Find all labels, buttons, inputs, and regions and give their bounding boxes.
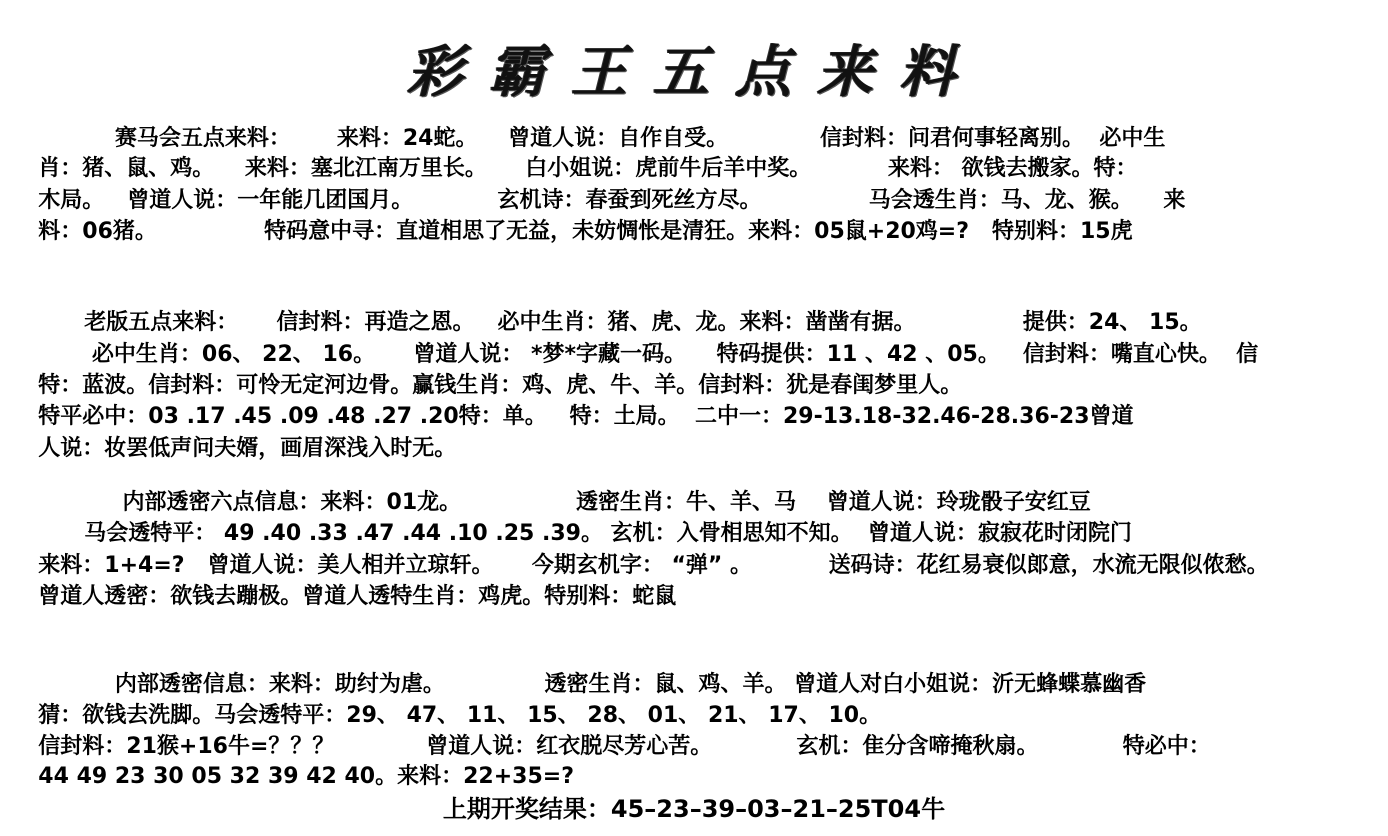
text-line: 内部透密信息：来料：助纣为虐。 透密生肖：鼠、鸡、羊。 曾道人对白小姐说：沂无蜂蝶慕幽香 — [0, 672, 1147, 697]
text-line: 曾道人透密：欲钱去蹦极。曾道人透特生肖：鸡虎。特别料：蛇鼠 — [0, 584, 677, 609]
text-line: 猜：欲钱去洗脚。马会透特平：29、 47、 11、 15、 28、 01、 21、 17、 10。 — [0, 703, 882, 728]
text-line: 肖：猪、鼠、鸡。 来料：塞北江南万里长。 白小姐说：虎前牛后羊中奖。 来料： 欲钱去搬家。特： — [0, 156, 1138, 181]
text-line: 赛马会五点来料： 来料：24蛇。 曾道人说：自作自受。 信封料：问君何事轻离别。 必中生 — [0, 126, 1166, 151]
text-line: 老版五点来料： 信封料：再造之恩。 必中生肖：猪、虎、龙。来料：凿凿有据。 提供：24、 15。 — [0, 310, 1202, 335]
text-line: 木局。 曾道人说：一年能几团国月。 玄机诗：春蚕到死丝方尽。 马会透生肖：马、龙、猴。 来 — [0, 188, 1186, 213]
previous-result: 上期开奖结果：45–23–39–03–21–25T04牛 — [442, 795, 946, 823]
text-line: 料：06猪。 特码意中寻：直道相思了无益，未妨惆怅是清狂。来料：05鼠+20鸡=? 特别料：15虎 — [0, 219, 1133, 244]
text-line: 信封料：21猴+16牛=？？？ 曾道人说：红衣脱尽芳心苦。 玄机：隹分含啼掩秋扇。 特必中： — [0, 734, 1211, 759]
text-line: 人说：妆罢低声问夫婿，画眉深浅入时无。 — [0, 436, 457, 461]
text-line: 马会透特平： 49 .40 .33 .47 .44 .10 .25 .39。 玄机：入骨相思知不知。 曾道人说：寂寂花时闭院门 — [0, 521, 1132, 546]
text-line: 特平必中：03 .17 .45 .09 .48 .27 .20特：单。 特：土局。 二中一：29-13.18-32.46-28.36-23曾道 — [0, 404, 1134, 429]
text-line: 必中生肖：06、 22、 16。 曾道人说： *梦*字藏一码。 特码提供：11 、42 、05。 信封料：嘴直心快。 信 — [0, 342, 1259, 367]
text-line: 内部透密六点信息：来料：01龙。 透密生肖：牛、羊、马 曾道人说：玲珑骰子安红豆 — [0, 490, 1091, 515]
text-line: 来料：1+4=? 曾道人说：美人相并立琼轩。 今期玄机字： “弹” 。 送码诗：花红易衰似郎意，水流无限似侬愁。 — [0, 553, 1269, 578]
text-line: 44 49 23 30 05 32 39 42 40。来料：22+35=? — [0, 764, 574, 789]
page-title: 彩霸王五点来料 — [407, 39, 981, 105]
text-line: 特：蓝波。信封料：可怜无定河边骨。赢钱生肖：鸡、虎、牛、羊。信封料：犹是春闺梦里人。 — [0, 373, 963, 398]
